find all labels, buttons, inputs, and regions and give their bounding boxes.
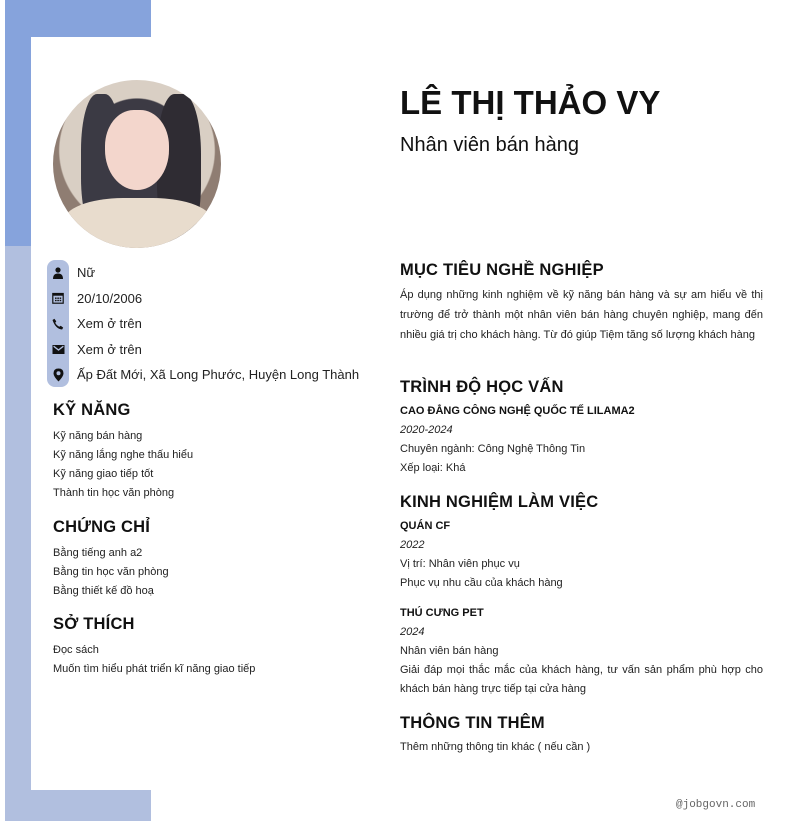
job-line: Vị trí: Nhân viên phục vụ xyxy=(400,558,520,570)
extra-info-text: Thêm những thông tin khác ( nếu cần ) xyxy=(400,741,591,753)
education-section xyxy=(400,378,763,478)
contact-list xyxy=(50,260,359,388)
certificates-title: CHỨNG CHỈ xyxy=(53,518,151,536)
address-value: Ấp Đất Mới, Xã Long Phước, Huyện Long Thành xyxy=(77,367,360,383)
contact-phone xyxy=(50,311,359,337)
contact-birthday xyxy=(50,286,359,312)
hobbies-title: SỞ THÍCH xyxy=(53,615,135,633)
education-major: Chuyên ngành: Công Nghệ Thông Tin xyxy=(400,443,586,455)
certificate-item: Bằng thiết kế đồ hoạ xyxy=(53,585,154,597)
school-name: CAO ĐẲNG CÔNG NGHỆ QUỐC TẾ LILAMA2 xyxy=(400,405,635,417)
hobby-item: Đọc sách xyxy=(53,644,99,656)
education-title: TRÌNH ĐỘ HỌC VẤN xyxy=(400,378,564,396)
certificate-item: Bằng tin học văn phòng xyxy=(53,566,169,578)
education-grade: Xếp loại: Khá xyxy=(400,462,466,474)
skill-item: Kỹ năng lắng nghe thấu hiểu xyxy=(53,449,194,461)
job-line: Phục vụ nhu cầu của khách hàng xyxy=(400,577,563,589)
job-line: Nhân viên bán hàng xyxy=(400,645,499,657)
contact-address xyxy=(50,362,359,388)
person-icon xyxy=(50,265,66,281)
hobby-item: Muốn tìm hiểu phát triển kĩ năng giao tiếp xyxy=(53,663,256,675)
education-years: 2020-2024 xyxy=(400,424,453,436)
phone-icon xyxy=(50,316,66,332)
decor-bottom-block xyxy=(5,790,151,821)
skills-section xyxy=(53,401,193,503)
certificate-item: Bằng tiếng anh a2 xyxy=(53,547,143,559)
profile-photo xyxy=(53,80,221,248)
location-icon xyxy=(50,367,66,383)
candidate-name: LÊ THỊ THẢO VY xyxy=(400,84,661,121)
extra-info-title: THÔNG TIN THÊM xyxy=(400,714,545,732)
experience-title: KINH NGHIỆM LÀM VIỆC xyxy=(400,493,599,511)
decor-side-strip xyxy=(5,246,31,821)
contact-email xyxy=(50,337,359,363)
phone-value: Xem ở trên xyxy=(77,316,142,332)
calendar-icon xyxy=(50,290,66,306)
hobbies-section xyxy=(53,615,255,679)
mail-icon xyxy=(50,341,66,357)
job-entry xyxy=(400,517,763,593)
email-value: Xem ở trên xyxy=(77,341,142,357)
skill-item: Kỹ năng bán hàng xyxy=(53,430,143,442)
job-year: 2024 xyxy=(400,626,425,638)
job-line: Giải đáp mọi thắc mắc của khách hàng, tư vấn sản phẩm phù hợp cho khách bán hàng trực tiếp tại cửa hàng xyxy=(400,664,763,695)
certificates-section xyxy=(53,518,169,601)
job-company: THÚ CƯNG PET xyxy=(400,607,484,619)
skill-item: Kỹ năng giao tiếp tốt xyxy=(53,468,154,480)
contact-gender xyxy=(50,260,359,286)
extra-info-section xyxy=(400,714,763,757)
objective-section xyxy=(400,261,763,345)
objective-text: Áp dụng những kinh nghiệm về kỹ năng bán hàng và sự am hiểu về thị trường để trở thành một nhân viên bán hàng chuyên nghiệp, mang đến nhiều giá trị cho khách hàng. Từ đó giúp Tiệm tăng số lượng khách hàng xyxy=(400,289,763,341)
watermark: @jobgovn.com xyxy=(676,799,756,811)
birthday-value: 20/10/2006 xyxy=(77,290,143,306)
gender-value: Nữ xyxy=(77,265,96,281)
candidate-role: Nhân viên bán hàng xyxy=(400,134,580,156)
skills-title: KỸ NĂNG xyxy=(53,401,131,419)
objective-title: MỤC TIÊU NGHỀ NGHIỆP xyxy=(400,261,604,279)
job-company: QUÁN CF xyxy=(400,520,451,532)
experience-section xyxy=(400,493,763,699)
job-entry xyxy=(400,604,763,699)
job-year: 2022 xyxy=(400,539,425,551)
skill-item: Thành tin học văn phòng xyxy=(53,487,175,499)
